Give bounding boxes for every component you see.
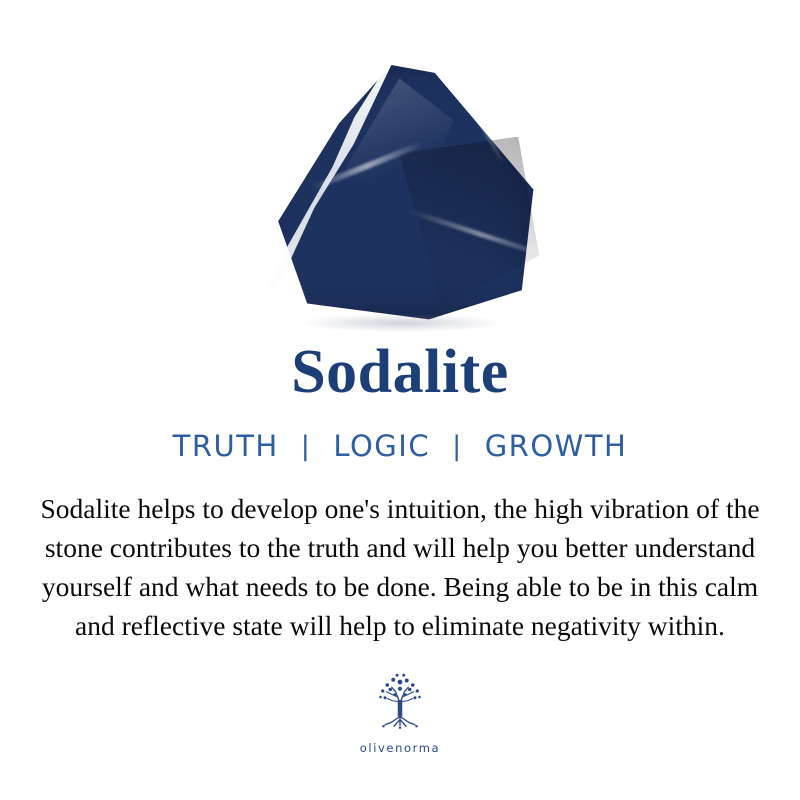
tree-of-life-icon <box>361 667 439 739</box>
crystal-drop-shadow <box>301 314 501 332</box>
keyword-growth: GROWTH <box>484 429 628 464</box>
brand-name: olivenorma <box>359 741 441 756</box>
keyword-separator-1: | <box>300 430 312 462</box>
crystal-image-area <box>0 0 800 330</box>
page-title: Sodalite <box>291 338 509 406</box>
keyword-separator-2: | <box>452 430 463 462</box>
description-text: Sodalite helps to develop one's intuition, the high vibration of the stone contributes to the truth and will help you better understand yourself and what needs to be done. Being able to be in this calm and reflective state will help to eliminate negativity within. <box>40 493 760 642</box>
sodalite-crystal-image <box>255 57 545 322</box>
brand-logo <box>360 667 440 755</box>
keyword-logic: LOGIC <box>333 429 431 464</box>
keyword-truth: TRUTH <box>172 429 279 464</box>
keyword-list <box>173 429 628 463</box>
